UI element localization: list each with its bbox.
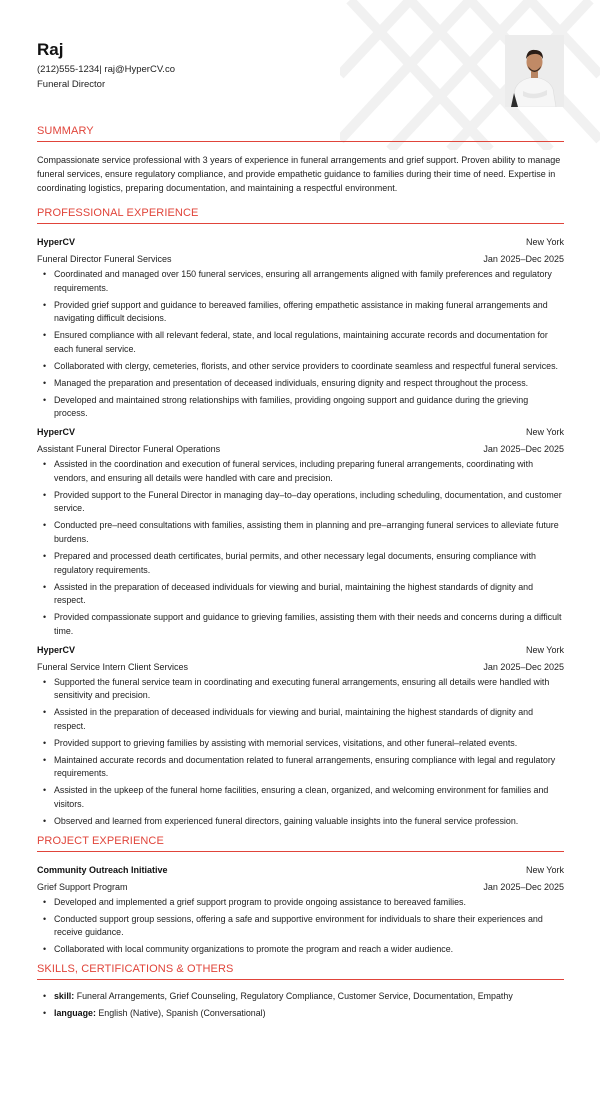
job-dates: Jan 2025–Dec 2025 xyxy=(483,661,564,672)
bullet-item xyxy=(37,784,564,811)
profile-photo xyxy=(505,35,564,107)
bullet-icon: • xyxy=(43,1007,47,1018)
section-divider xyxy=(37,851,564,852)
bullet-text: Managed the preparation and presentation of deceased individuals, ensuring dignity and respect throughout the process. xyxy=(54,377,529,388)
skills-section-header xyxy=(37,963,564,980)
bullet-text: Conducted support group sessions, offering a safe and supportive environment for individuals to share their experiences and receive guidance. xyxy=(54,913,543,938)
bullet-icon: • xyxy=(43,785,47,796)
bullet-text: Provided grief support and guidance to bereaved families, offering empathetic assistance in making funeral arrangements and navigating difficult decisions. xyxy=(54,299,548,324)
bullet-item xyxy=(37,268,564,295)
bullet-icon: • xyxy=(43,394,47,405)
bullet-item xyxy=(37,754,564,781)
bullet-icon: • xyxy=(43,754,47,765)
section-divider xyxy=(37,223,564,224)
bullet-icon: • xyxy=(43,520,47,531)
bullet-text: Assisted in the preparation of deceased individuals for viewing and burial, maintaining the highest standards of dignity and respect. xyxy=(54,707,534,731)
bullet-icon: • xyxy=(43,707,47,718)
bullet-icon: • xyxy=(43,269,47,279)
bullet-icon: • xyxy=(43,581,47,592)
project-entry xyxy=(37,862,564,957)
bullet-item xyxy=(37,943,564,957)
resume-header xyxy=(37,0,564,118)
bullet-icon: • xyxy=(43,489,47,500)
bullet-item xyxy=(37,581,564,608)
skills-list xyxy=(37,990,564,1021)
bullet-text: Supported the funeral service team in coordinating and executing funeral arrangements, ensuring all details were handled with sensitivity and precision. xyxy=(54,676,550,701)
bullet-text: Observed and learned from experienced funeral directors, gaining valuable insights into the funeral service profession. xyxy=(54,816,519,827)
skill-value: Funeral Arrangements, Grief Counseling, Regulatory Compliance, Customer Service, Documentation, Empathy xyxy=(74,990,513,1001)
job-dates: Jan 2025–Dec 2025 xyxy=(483,254,564,264)
contact-info: (212)555-1234| raj@HyperCV.co xyxy=(37,64,175,75)
bullet-icon: • xyxy=(43,551,47,562)
bullet-item xyxy=(37,815,564,829)
experience-section xyxy=(37,207,564,829)
bullet-text: Developed and implemented a grief support program to provide ongoing assistance to bereaved families. xyxy=(54,896,466,907)
bullet-text: Prepared and processed death certificates, burial permits, and other necessary legal documents, ensuring compliance with regulatory requirements. xyxy=(54,551,536,575)
bullet-item xyxy=(37,377,564,391)
projects-section-header xyxy=(37,835,564,852)
projects-section xyxy=(37,835,564,957)
bullet-icon: • xyxy=(43,330,47,341)
bullet-icon: • xyxy=(43,360,47,371)
bullet-text: Ensured compliance with all relevant federal, state, and local regulations, maintaining accurate records and documentation for each funeral service. xyxy=(54,330,548,354)
bullet-icon: • xyxy=(43,896,47,907)
job-bullets xyxy=(37,268,564,421)
summary-section-header xyxy=(37,125,564,142)
project-location: New York xyxy=(525,864,564,875)
job-position: Funeral Director Funeral Services xyxy=(37,254,172,264)
skill-value: English (Native), Spanish (Conversational) xyxy=(95,1007,266,1018)
bullet-text: Provided compassionate support and guidance to grieving families, assisting them with their needs and concerns during a difficult time. xyxy=(54,612,562,636)
job-title: Funeral Director xyxy=(37,79,106,90)
job-company: HyperCV xyxy=(37,237,76,247)
job-dates: Jan 2025–Dec 2025 xyxy=(483,444,564,455)
project-role: Grief Support Program xyxy=(37,881,128,892)
bullet-text: Assisted in the coordination and execution of funeral services, including preparing funeral arrangements, coordinating with vendors, and ensuring all details were handled with care and precision. xyxy=(54,459,534,483)
projects-title: PROJECT EXPERIENCE xyxy=(37,834,164,847)
project-dates: Jan 2025–Dec 2025 xyxy=(483,881,564,892)
candidate-name: Raj xyxy=(37,40,64,59)
job-company: HyperCV xyxy=(37,427,76,438)
bullet-text: Provided support to grieving families by assisting with memorial services, visitations, and other funeral–related events. xyxy=(54,737,518,748)
bullet-icon: • xyxy=(43,944,47,955)
job-company: HyperCV xyxy=(37,644,76,655)
job-location: New York xyxy=(525,427,564,438)
job-bullets xyxy=(37,676,564,829)
bullet-item xyxy=(37,394,564,421)
summary-title: SUMMARY xyxy=(37,125,94,137)
experience-title: PROFESSIONAL EXPERIENCE xyxy=(37,207,199,219)
summary-text: Compassionate service professional with 3 years of experience in funeral arrangements and grief support. Proven ability to manage funeral services, ensure regulatory compliance, and provide empathetic guidance to families during their time of need. Expertise in coordinating logistics, preparing documentation, and maintaining a respectful environment. xyxy=(37,155,561,193)
bullet-item xyxy=(37,896,564,910)
bullet-item xyxy=(37,360,564,374)
bullet-text: Provided support to the Funeral Director in managing day–to–day operations, including scheduling, documentation, and customer service. xyxy=(54,489,562,514)
bullet-item xyxy=(37,737,564,751)
skills-section xyxy=(37,963,564,1021)
job-entry xyxy=(37,642,564,829)
experience-section-header xyxy=(37,207,564,224)
project-bullets xyxy=(37,896,564,957)
job-location: New York xyxy=(525,237,564,247)
bullet-item xyxy=(37,299,564,326)
bullet-item xyxy=(37,550,564,577)
job-location: New York xyxy=(525,644,564,655)
resume-body xyxy=(37,207,564,1026)
skill-label: skill: xyxy=(54,990,75,1001)
bullet-text: Conducted pre–need consultations with families, assisting them in planning and pre–arranging funeral services to alleviate future burdens. xyxy=(54,520,559,545)
section-divider xyxy=(37,979,564,980)
bullet-text: Assisted in the preparation of deceased individuals for viewing and burial, maintaining the highest standards of dignity and respect. xyxy=(54,581,534,606)
skill-item xyxy=(37,990,564,1004)
bullet-icon: • xyxy=(43,299,47,310)
job-position: Funeral Service Intern Client Services xyxy=(37,661,189,672)
section-divider xyxy=(37,141,564,142)
project-name: Community Outreach Initiative xyxy=(37,864,168,875)
bullet-item xyxy=(37,913,564,940)
bullet-icon: • xyxy=(43,737,47,748)
job-position: Assistant Funeral Director Funeral Operations xyxy=(37,444,221,455)
bullet-icon: • xyxy=(43,816,47,827)
bullet-icon: • xyxy=(43,377,47,388)
bullet-item xyxy=(37,706,564,733)
bullet-icon: • xyxy=(43,612,47,623)
bullet-item xyxy=(37,329,564,356)
bullet-item xyxy=(37,489,564,516)
bullet-text: Collaborated with clergy, cemeteries, florists, and other service providers to coordinate seamless and respectful funeral services. xyxy=(54,360,558,371)
bullet-text: Assisted in the upkeep of the funeral home facilities, ensuring a clean, organized, and welcoming environment for families and visitors. xyxy=(54,785,549,810)
bullet-icon: • xyxy=(43,990,47,1001)
bullet-text: Coordinated and managed over 150 funeral services, ensuring all arrangements aligned with family preferences and regulatory requirements. xyxy=(54,269,552,293)
bullet-item xyxy=(37,519,564,546)
job-bullets xyxy=(37,458,564,638)
resume-page xyxy=(37,0,564,1018)
bullet-item xyxy=(37,676,564,703)
bullet-icon: • xyxy=(43,676,47,687)
bullet-item xyxy=(37,611,564,638)
bullet-item xyxy=(37,458,564,485)
bullet-text: Developed and maintained strong relationships with families, providing ongoing support and guidance during the grieving process. xyxy=(54,394,529,419)
bullet-icon: • xyxy=(43,459,47,470)
skills-title: SKILLS, CERTIFICATIONS & OTHERS xyxy=(37,962,234,975)
bullet-text: Maintained accurate records and documentation related to funeral arrangements, ensuring compliance with legal and regulatory requirements. xyxy=(54,754,556,779)
bullet-text: Collaborated with local community organizations to promote the program and reach a wider audience. xyxy=(54,944,454,955)
job-entry xyxy=(37,424,564,638)
skill-item xyxy=(37,1007,564,1021)
job-entry xyxy=(37,234,564,421)
skill-label: language: xyxy=(54,1007,96,1018)
bullet-icon: • xyxy=(43,913,47,924)
